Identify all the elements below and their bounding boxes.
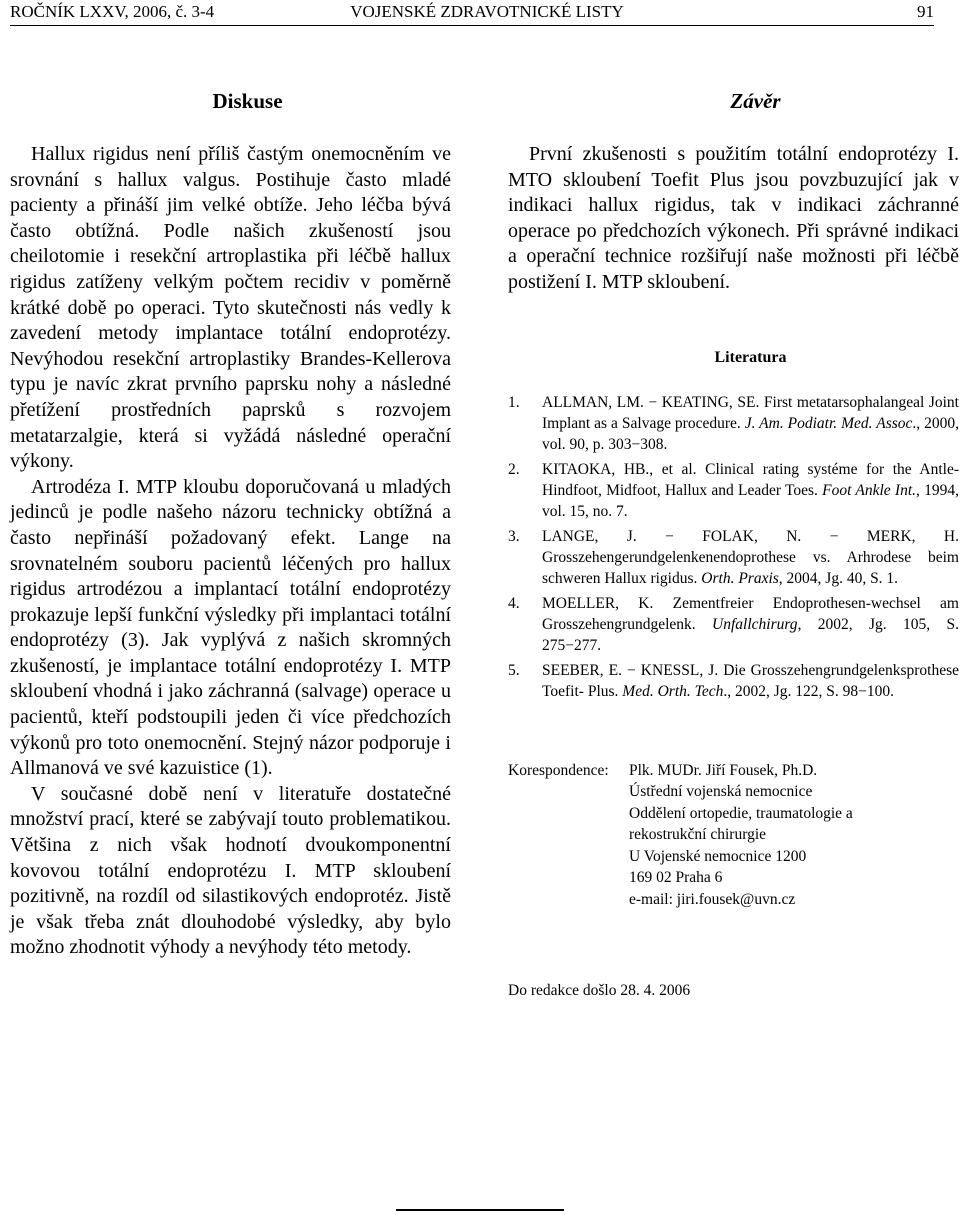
literature-heading: Literatura (714, 348, 787, 366)
journal-title: VOJENSKÉ ZDRAVOTNICKÉ LISTY (350, 2, 624, 21)
conclusion-heading: Závěr (730, 89, 781, 113)
correspondence-line: Oddělení ortopedie, traumatologie a (629, 804, 853, 822)
footer-divider (396, 1209, 564, 1211)
reference-text: KITAOKA, HB., et al. Clinical rating systéme for the Antle- Hindfoot, Midfoot, Hallux and Leader Toes. Foot Ankle Int., 1994, vol. 15, no. 7. (542, 460, 959, 520)
running-header (10, 0, 934, 24)
discussion-paragraph: V současné době není v literatuře dostatečné množství prací, které se zabývají touto problematikou. Většina z nich však hodnotí dvoukomponentní kovovou totální endoprotézu I. MTP skloubení pozitivně, na rozdíl od silastikových endoprotéz. Jistě je však třeba znát dlouhodobé výsledky, aby bylo možno zhodnotit výhody a nevýhody této metody. (10, 782, 451, 959)
reference-number: 2. (508, 460, 520, 478)
correspondence-address (629, 760, 959, 911)
reference-text: SEEBER, E. − KNESSL, J. Die Grosszehengrundgelenksprothese Toefit- Plus. Med. Orth. Tech., 2002, Jg. 122, S. 98−100. (542, 661, 959, 700)
left-column (10, 86, 451, 961)
reference-number: 3. (508, 527, 520, 545)
correspondence-line: rekostrukční chirurgie (629, 826, 767, 844)
header-divider (10, 25, 934, 26)
correspondence-line: Ústřední vojenská nemocnice (629, 783, 813, 801)
reference-number: 5. (508, 661, 520, 679)
received-date: Do redakce došlo 28. 4. 2006 (508, 982, 691, 1000)
discussion-body (10, 142, 451, 961)
journal-volume: ROČNÍK LXXV, 2006, č. 3-4 (10, 2, 215, 21)
reference-item (508, 660, 959, 702)
right-column (508, 86, 959, 1001)
discussion-paragraph: Hallux rigidus není příliš častým onemocněním ve srovnání s hallux valgus. Postihuje často mladé pacienty a přináší jim velké obtíže. Jeho léčba bývá často obtížná. Podle našich zkušeností jsou cheilotomie i resekční artroplastika při léčbě hallux rigidus zatíženy velkým počtem recidiv v poměrně krátké době po operaci. Tyto skutečnosti nás vedly k zavedení metody implantace totální endoprotézy. Nevýhodou resekční artroplastiky Brandes-Kellerova typu je navíc zkrat prvního paprsku nohy a následné přetížení prostředních paprsků s rozvojem metatarzalgie, která si vyžádá následné operační výkony. (10, 143, 451, 473)
conclusion-body (508, 142, 959, 296)
conclusion-paragraph: První zkušenosti s použitím totální endoprotézy I. MTO skloubení Toefit Plus jsou povzbuzující jak v indikaci hallux rigidus, tak v indikaci záchranné operace po předchozích výkonech. Při správné indikaci a operační technice rozšiřují naše možnosti při léčbě postižení I. MTP skloubení. (508, 143, 959, 293)
page-number: 91 (917, 2, 934, 21)
correspondence-block (508, 760, 959, 911)
correspondence-label: Korespondence: (508, 761, 609, 779)
reference-item (508, 459, 959, 522)
reference-item (508, 392, 959, 455)
correspondence-line: 169 02 Praha 6 (629, 869, 723, 887)
discussion-heading: Diskuse (212, 89, 283, 113)
discussion-paragraph: Artrodéza I. MTP kloubu doporučovaná u mladých jedinců je podle našeho názoru technicky obtížná a často nepřináší požadovaný efekt. Lange na srovnatelném souboru pacientů léčených pro hallux rigidus artrodézou a implantací totální endoprotézy prokazuje lepší funkční výsledky při implantaci totální endoprotézy (3). Jak vyplývá z našich skromných zkušeností, je implantace totální endoprotézy I. MTP skloubení vhodná i jako záchranná (salvage) operace u pacientů, kteří podstoupili jeden či více předchozích výkonů pro toto onemocnění. Stejný názor podporuje i Allmanová ve své kazuistice (1). (10, 475, 451, 780)
reference-list (508, 392, 959, 702)
reference-text: LANGE, J. − FOLAK, N. − MERK, H. Grosszehengerundgelenkenendoprothese vs. Arhrodese beim schweren Hallux rigidus. Orth. Praxis, 2004, Jg. 40, S. 1. (542, 527, 959, 587)
reference-number: 1. (508, 393, 520, 411)
reference-item (508, 526, 959, 589)
correspondence-line: U Vojenské nemocnice 1200 (629, 847, 807, 865)
correspondence-email: e-mail: jiri.fousek@uvn.cz (629, 890, 796, 908)
reference-text: MOELLER, K. Zementfreier Endoprothesen-wechsel am Grosszehengrundgelenk. Unfallchirurg, 2002, Jg. 105, S. 275−277. (542, 594, 959, 654)
correspondence-line: Plk. MUDr. Jiří Fousek, Ph.D. (629, 761, 818, 779)
reference-item (508, 593, 959, 656)
reference-number: 4. (508, 594, 520, 612)
reference-text: ALLMAN, LM. − KEATING, SE. First metatarsophalangeal Joint Implant as a Salvage procedure. J. Am. Podiatr. Med. Assoc., 2000, vol. 90, p. 303−308. (542, 393, 959, 453)
